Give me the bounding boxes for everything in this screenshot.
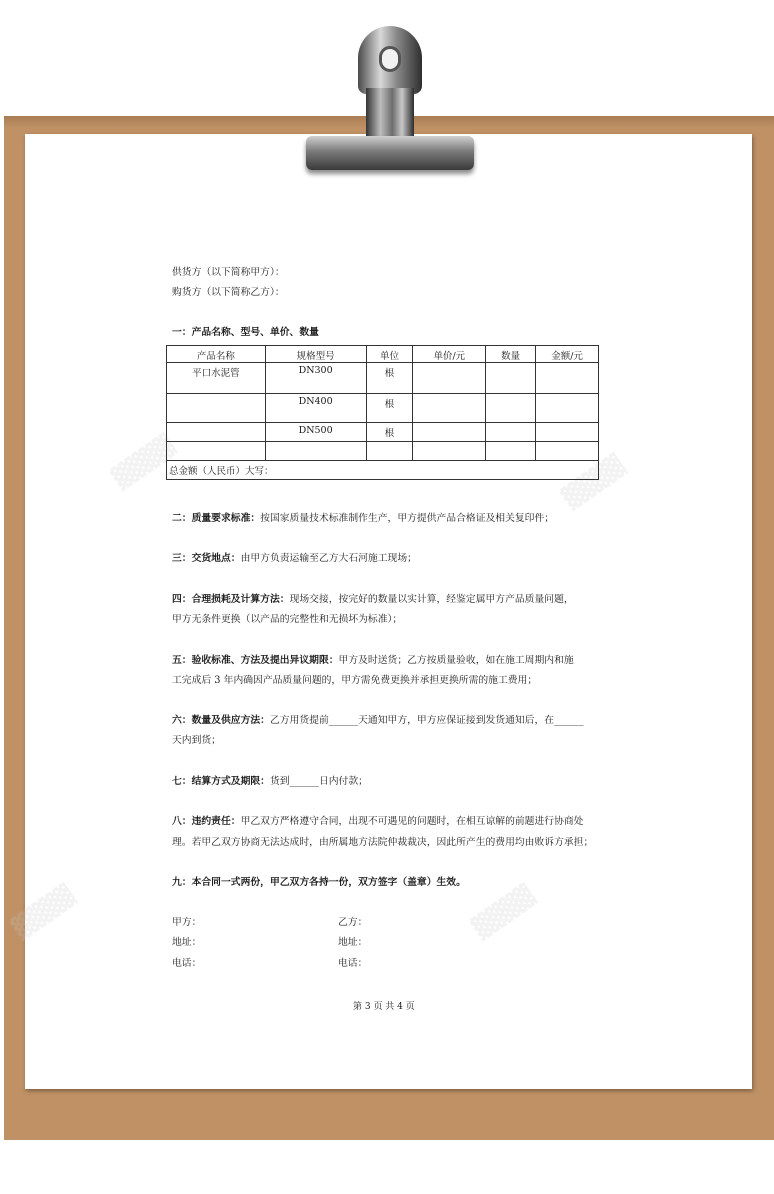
section-1-title: 一：产品名称、型号、单价、数量 [172,327,319,338]
supplier-line: 供货方（以下简称甲方）： [172,267,285,278]
table-row [167,423,599,442]
table-row [167,442,599,461]
table-row [167,394,599,423]
table-cell [486,394,536,423]
table-cell: DN500 [265,423,366,442]
table-cell [413,423,486,442]
section-2-title: 二：质量要求标准： [172,513,261,524]
section-3-text: 由甲方负责运输至乙方大石河施工现场； [240,553,417,564]
section-3-title: 三：交货地点： [172,553,241,564]
table-cell [167,442,266,461]
page-footer: 第 3 页 共 4 页 [353,1002,415,1012]
table-total-row [167,461,599,480]
buyer-line: 购货方（以下简称乙方）： [172,287,285,298]
section-5 [172,652,574,666]
total-amount-label: 总金额（人民币）大写： [167,461,599,480]
address-a-label: 地址： [172,937,202,948]
table-cell [413,363,486,394]
section-7-text: 货到______日内付款； [269,776,368,787]
table-cell: 平口水泥管 [167,363,266,394]
party-b-label: 乙方： [338,917,368,928]
table-cell [486,423,536,442]
table-cell [413,442,486,461]
section-9-title: 九：本合同一式两份，甲乙双方各持一份，双方签字（盖章）生效。 [172,877,466,888]
table-cell [167,394,266,423]
section-8-text-2: 理。若甲乙双方协商无法达成时，由所属地方法院仲裁裁决，因此所产生的费用均由败诉方承担； [172,837,594,848]
section-5-text-2: 工完成后 3 年内确因产品质量问题的，甲方需免费更换并承担更换所需的施工费用； [172,675,538,686]
party-a-label: 甲方： [172,917,202,928]
section-6-text-2: 天内到货； [172,735,221,746]
phone-b-label: 电话： [338,958,368,969]
table-header-cell: 规格型号 [265,346,366,363]
table-cell: 根 [366,394,413,423]
table-cell [486,442,536,461]
table-cell [536,442,599,461]
phone-a-label: 电话： [172,958,202,969]
section-4-text-2: 甲方无条件更换（以产品的完整性和无损坏为标准）； [172,614,403,625]
section-5-title: 五：验收标准、方法及提出异议期限： [172,655,339,666]
section-6-text-1: 乙方用货提前______天通知甲方，甲方应保证接到发货通知后，在______ [269,715,584,726]
table-cell [536,423,599,442]
table-cell [366,442,413,461]
section-2 [172,510,554,524]
table-cell [265,442,366,461]
table-header-cell: 产品名称 [167,346,266,363]
table-cell [413,394,486,423]
table-cell: DN300 [265,363,366,394]
table-header-cell: 单位 [366,346,413,363]
section-6 [172,712,583,726]
table-header-row [167,346,599,363]
binder-clip-icon [306,26,474,176]
table-row [167,363,599,394]
section-7-title: 七：结算方式及期限： [172,776,270,787]
table-cell: 根 [366,363,413,394]
product-table [166,345,599,480]
table-cell [536,394,599,423]
section-4-title: 四：合理损耗及计算方法： [172,594,290,605]
table-cell [167,423,266,442]
section-6-title: 六：数量及供应方法： [172,715,270,726]
section-4 [172,591,574,605]
section-3 [172,550,417,564]
section-8 [172,813,583,827]
table-cell [536,363,599,394]
section-7 [172,773,368,787]
table-cell: DN400 [265,394,366,423]
address-b-label: 地址： [338,937,368,948]
section-2-text: 按国家质量技术标准制作生产，甲方提供产品合格证及相关复印件； [260,513,555,524]
section-4-text-1: 现场交接，按完好的数量以实计算，经鉴定属甲方产品质量问题， [289,594,574,605]
table-cell: 根 [366,423,413,442]
section-5-text-1: 甲方及时送货；乙方按质量验收，如在施工周期内和施 [338,655,574,666]
table-cell [486,363,536,394]
table-header-cell: 金额/元 [536,346,599,363]
section-8-text-1: 甲乙双方严格遵守合同，出现不可遇见的问题时，在相互谅解的前题进行协商处 [240,816,584,827]
section-8-title: 八：违约责任： [172,816,241,827]
table-header-cell: 数量 [486,346,536,363]
table-header-cell: 单价/元 [413,346,486,363]
